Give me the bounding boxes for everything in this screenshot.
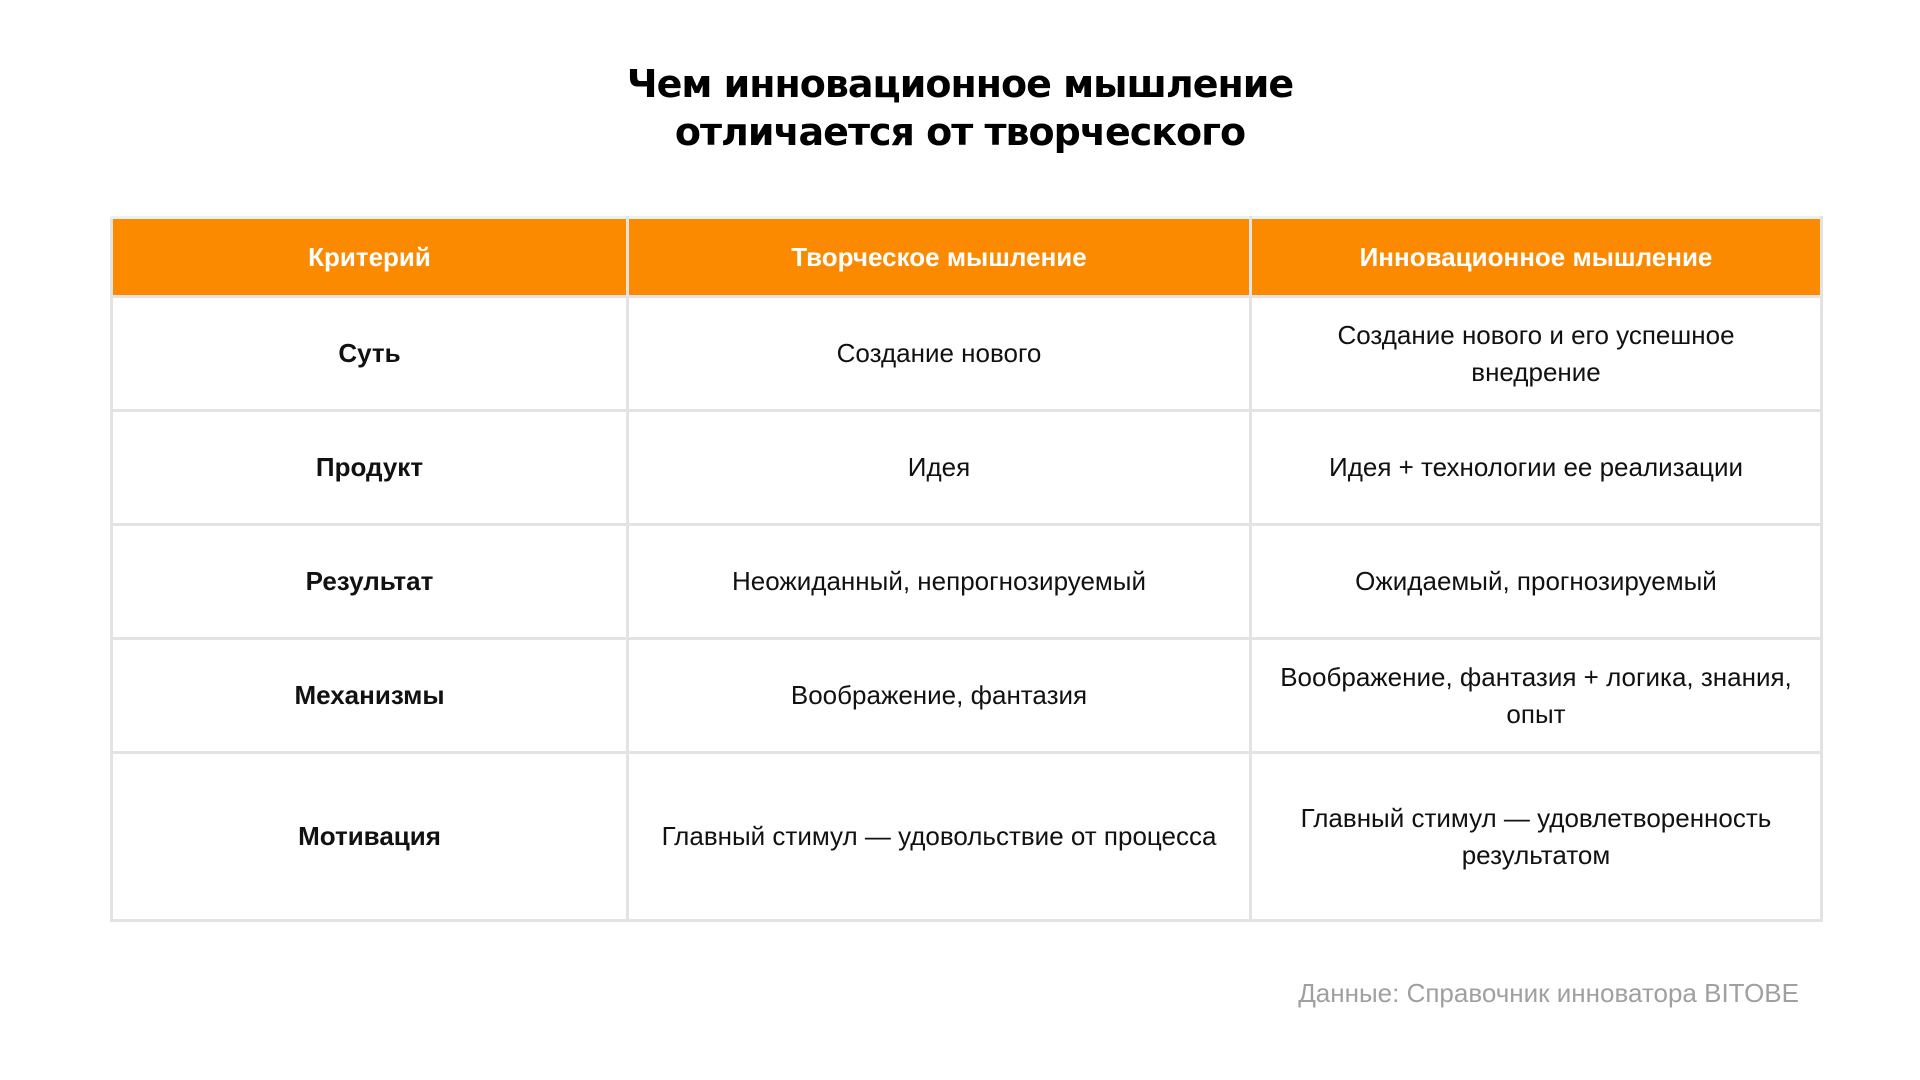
criterion-cell: Продукт xyxy=(112,411,628,525)
criterion-cell: Механизмы xyxy=(112,639,628,753)
criterion-cell: Суть xyxy=(112,297,628,411)
creative-cell: Создание нового xyxy=(628,297,1251,411)
header-criterion: Критерий xyxy=(112,218,628,297)
header-innovative-thinking: Инновационное мышление xyxy=(1251,218,1822,297)
innovative-cell: Идея + технологии ее реализации xyxy=(1251,411,1822,525)
creative-cell: Главный стимул — удовольствие от процесса xyxy=(628,753,1251,921)
creative-cell: Воображение, фантазия xyxy=(628,639,1251,753)
source-note: Данные: Справочник инноватора BITOBE xyxy=(1298,978,1799,1008)
page-title-line-2: отличается от творческого xyxy=(674,110,1246,154)
creative-cell: Идея xyxy=(628,411,1251,525)
header-creative-thinking: Творческое мышление xyxy=(628,218,1251,297)
table-row xyxy=(112,297,1822,411)
criterion-cell: Мотивация xyxy=(112,753,628,921)
table-row xyxy=(112,639,1822,753)
criterion-cell: Результат xyxy=(112,525,628,639)
innovative-cell: Воображение, фантазия + логика, знания, опыт xyxy=(1251,639,1822,753)
table-row xyxy=(112,753,1822,921)
table-row xyxy=(112,525,1822,639)
innovative-cell: Главный стимул — удовлетворенность результатом xyxy=(1251,753,1822,921)
comparison-table xyxy=(110,216,1823,922)
page-title-line-1: Чем инновационное мышление xyxy=(626,62,1294,106)
table-header-row xyxy=(112,218,1822,297)
page-title xyxy=(0,60,1920,156)
innovative-cell: Создание нового и его успешное внедрение xyxy=(1251,297,1822,411)
innovative-cell: Ожидаемый, прогнозируемый xyxy=(1251,525,1822,639)
table-row xyxy=(112,411,1822,525)
creative-cell: Неожиданный, непрогнозируемый xyxy=(628,525,1251,639)
